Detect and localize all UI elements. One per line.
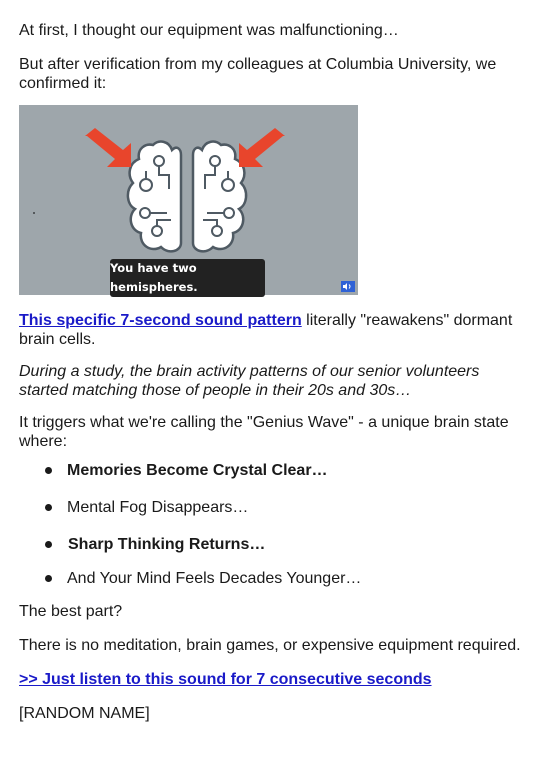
left-arrow-icon (85, 128, 131, 167)
intro-text: At first, I thought our equipment was malfunctioning… (19, 22, 399, 39)
genius-wave-text: It triggers what we're calling the "Genius Wave" - a unique brain state where: (19, 414, 509, 450)
bullet-icon (45, 504, 52, 511)
list-item: Mental Fog Disappears… (19, 498, 524, 517)
listen-sound-link[interactable]: >> Just listen to this sound for 7 consecutive seconds (19, 671, 432, 688)
video-player[interactable] (19, 105, 358, 295)
discovery-paragraph (19, 311, 524, 349)
speaker-icon[interactable] (341, 281, 355, 292)
email-body (19, 21, 524, 723)
list-item: And Your Mind Feels Decades Younger… (19, 569, 524, 588)
video-caption: You have two hemispheres. (110, 259, 265, 297)
best-part-text: The best part? (19, 603, 123, 620)
list-item: Sharp Thinking Returns… (19, 535, 524, 554)
bullet-icon (45, 467, 52, 474)
list-item: Memories Become Crystal Clear… (19, 461, 524, 480)
bullet-icon (45, 575, 52, 582)
study-text: During a study, the brain activity patterns of our senior volunteers started matching those of people in their 20s and 30s… (19, 363, 480, 399)
sound-pattern-link[interactable]: This specific 7-second sound pattern (19, 312, 302, 329)
bullet-icon (45, 541, 52, 548)
verification-text: But after verification from my colleagues at Columbia University, we confirmed it: (19, 56, 497, 92)
right-arrow-icon (239, 128, 285, 167)
discovery-text: literally "reawakens" dormant brain cells. (19, 312, 513, 348)
benefits-list (19, 461, 524, 588)
signature: [RANDOM NAME] (19, 705, 150, 722)
cta-paragraph (19, 670, 524, 689)
video-artifact (33, 212, 35, 214)
no-meditation-text: There is no meditation, brain games, or expensive equipment required. (19, 637, 521, 654)
